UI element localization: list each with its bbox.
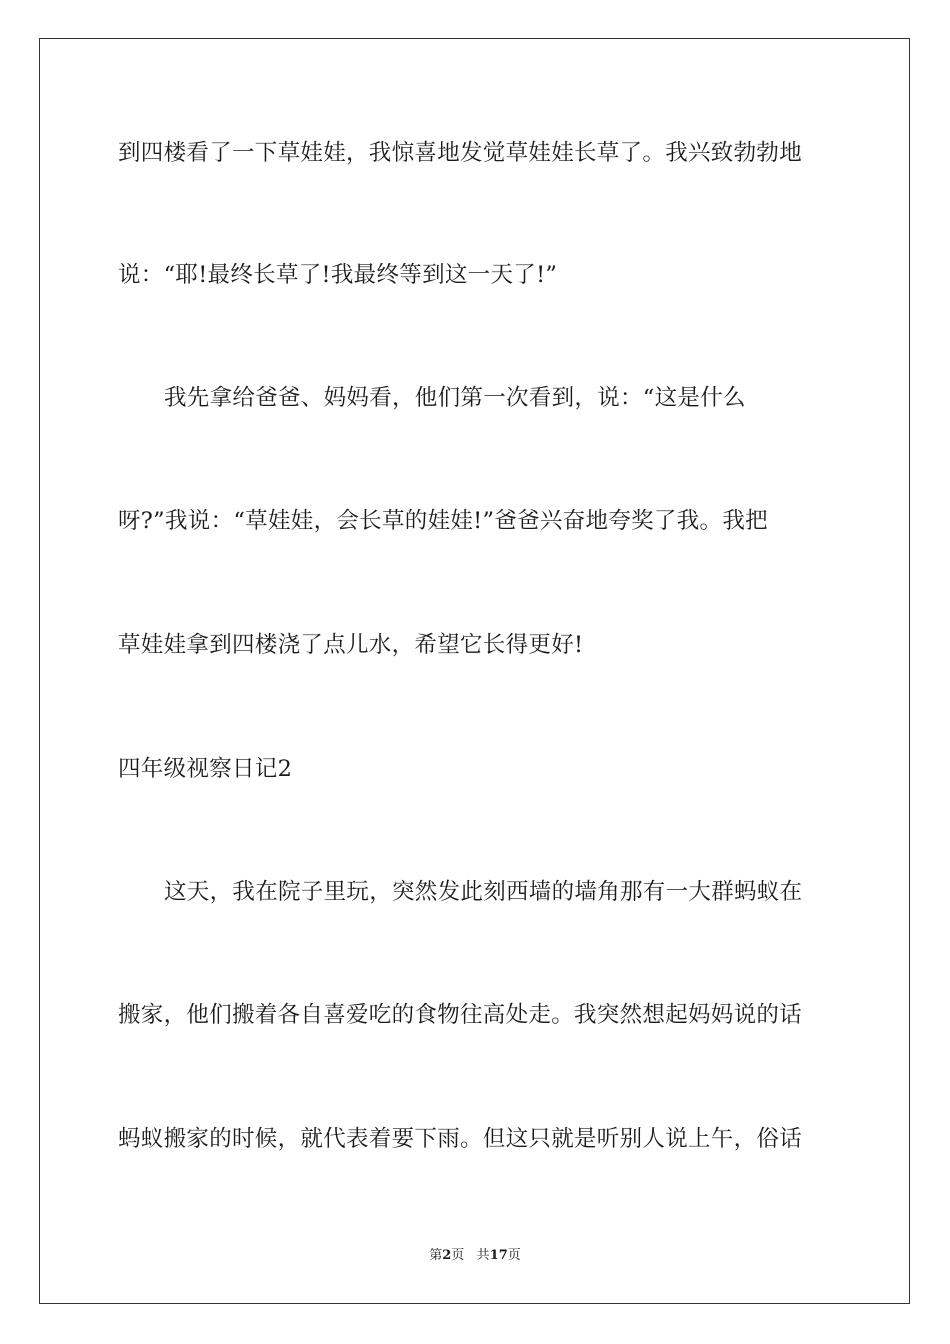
section-heading: 四年级视察日记2: [118, 756, 293, 782]
text-line-7: 搬家，他们搬着各自喜爱吃的食物往高处走。我突然想起妈妈说的话: [118, 1002, 803, 1028]
footer-total-pages: 17: [489, 1248, 508, 1263]
text-line-8: 蚂蚁搬家的时候，就代表着要下雨。但这只就是听别人说上午，俗话: [118, 1126, 803, 1152]
footer-total-prefix: 共: [476, 1248, 490, 1263]
text-line-2: 说：“耶!最终长草了!我最终等到这一天了!”: [118, 262, 558, 288]
footer-page-unit: 页: [451, 1248, 465, 1263]
page-footer: [0, 1247, 950, 1265]
text-line-4: 呀?”我说：“草娃娃，会长草的娃娃!”爸爸兴奋地夸奖了我。我把: [118, 508, 768, 534]
footer-prefix: 第: [429, 1248, 443, 1263]
footer-page-number: 2: [442, 1248, 452, 1263]
text-line-3: 我先拿给爸爸、妈妈看，他们第一次看到，说：“这是什么: [164, 385, 746, 411]
page-border: [39, 38, 910, 1304]
text-line-6: 这天，我在院子里玩，突然发此刻西墙的墙角那有一大群蚂蚁在: [164, 879, 803, 905]
text-line-5: 草娃娃拿到四楼浇了点儿水，希望它长得更好!: [118, 632, 584, 658]
footer-total-unit: 页: [507, 1248, 521, 1263]
text-line-1: 到四楼看了一下草娃娃，我惊喜地发觉草娃娃长草了。我兴致勃勃地: [118, 140, 803, 166]
